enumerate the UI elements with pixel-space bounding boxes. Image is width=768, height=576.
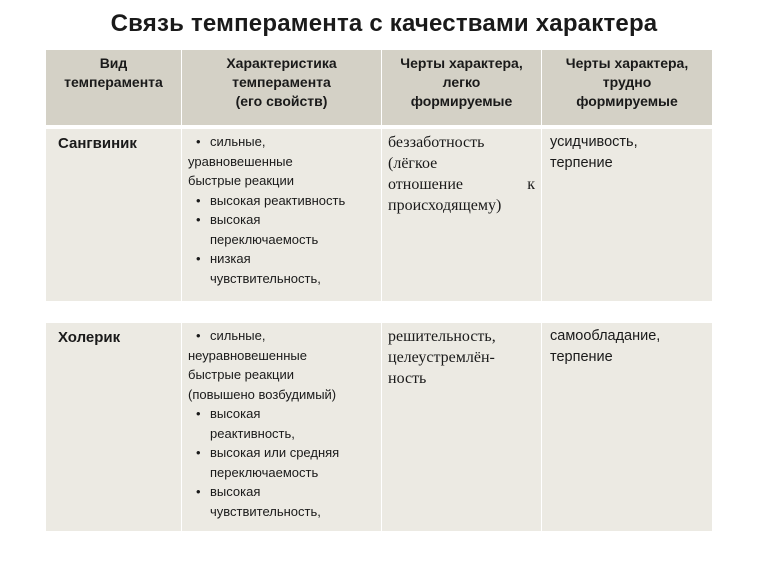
- list-item: реактивность,: [210, 425, 295, 441]
- header-line: формируемые: [576, 93, 678, 109]
- header-temperament-type: [46, 50, 182, 126]
- choleric-table: [45, 322, 713, 532]
- temperament-properties: [182, 323, 382, 532]
- table-row: [46, 323, 713, 532]
- list-item: • сильные,: [188, 132, 379, 152]
- sanguine-table: [45, 128, 713, 302]
- trait-line: ность: [388, 370, 427, 387]
- list-item: • высокая реактивность: [188, 191, 379, 211]
- temperament-name: Сангвиник: [46, 129, 182, 302]
- list-item: неуравновешенные: [188, 347, 307, 363]
- list-item: чувствительность,: [210, 270, 321, 286]
- trait-line: решительность,: [388, 328, 496, 345]
- header-line: Черты характера,: [400, 55, 523, 71]
- temperament-properties: [182, 129, 382, 302]
- list-item: быстрые реакции: [188, 367, 295, 382]
- header-line: Вид: [99, 55, 128, 71]
- traits-hard: [542, 323, 713, 532]
- header-line: трудно: [602, 74, 652, 90]
- list-item: • высокая: [188, 482, 379, 502]
- trait-line: целеустремлён-: [388, 349, 495, 366]
- table-row: [46, 129, 713, 302]
- trait-word: к: [527, 176, 535, 193]
- header-temperament-characteristics: [182, 50, 382, 126]
- header-line: Черты характера,: [565, 55, 689, 71]
- trait-line: самообладание,: [550, 328, 661, 344]
- header-line: темперамента: [64, 74, 163, 90]
- trait-line-justified: [388, 174, 535, 195]
- header-line: Характеристика: [226, 55, 337, 71]
- trait-line: терпение: [550, 155, 613, 171]
- traits-easy: [382, 323, 542, 532]
- list-item: • низкая: [188, 249, 379, 269]
- list-item: переключаемость: [210, 464, 319, 480]
- header-line: темперамента: [232, 74, 331, 90]
- list-item: чувствительность,: [210, 503, 321, 519]
- temperament-name: Холерик: [46, 323, 182, 532]
- header-row: [46, 50, 713, 126]
- list-item: • сильные,: [188, 326, 379, 346]
- list-item: переключаемость: [210, 231, 319, 247]
- list-item: (повышено возбудимый): [188, 386, 337, 402]
- header-line: легко: [442, 74, 481, 90]
- header-table: [45, 49, 713, 126]
- list-item: • высокая: [188, 404, 379, 424]
- header-traits-hard: [542, 50, 713, 126]
- page-title: Связь темперамента с качествами характера: [110, 10, 658, 37]
- traits-hard: [542, 129, 713, 302]
- trait-line: (лёгкое: [388, 155, 438, 172]
- trait-line: усидчивость,: [550, 134, 638, 150]
- trait-line: терпение: [550, 349, 613, 365]
- trait-line: беззаботность: [388, 134, 485, 151]
- trait-line: происходящему): [388, 197, 502, 214]
- list-item: • высокая или средняя: [188, 443, 379, 463]
- header-traits-easy: [382, 50, 542, 126]
- header-line: формируемые: [410, 93, 513, 109]
- list-item: быстрые реакции: [188, 173, 295, 188]
- trait-word: отношение: [388, 176, 463, 193]
- list-item: уравновешенные: [188, 153, 293, 169]
- traits-easy: [382, 129, 542, 302]
- list-item: • высокая: [188, 210, 379, 230]
- header-line: (его свойств): [235, 93, 328, 109]
